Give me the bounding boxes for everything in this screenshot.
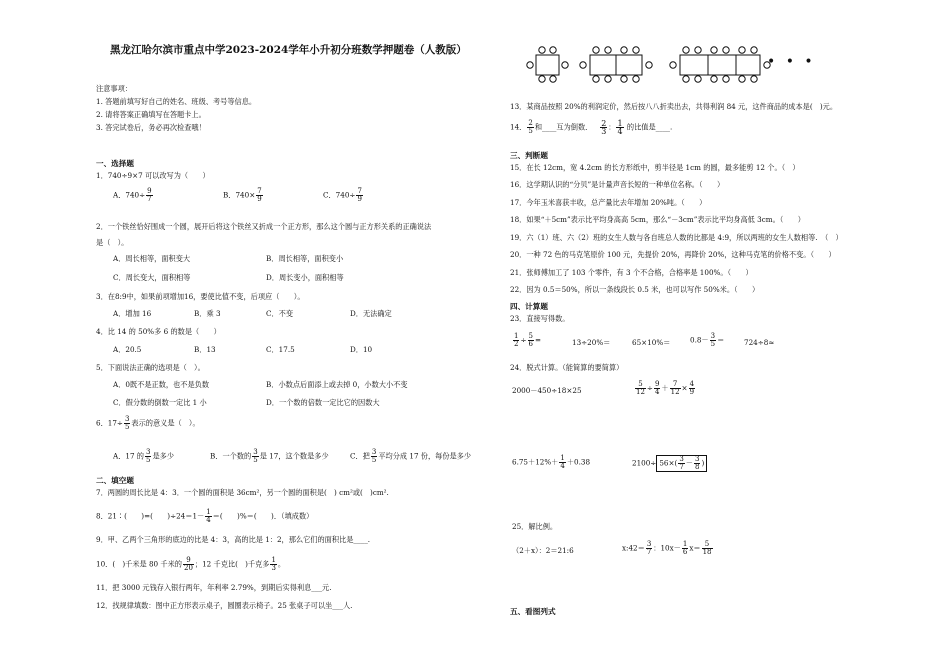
q2-option-b: B．周长相等，面积变小 [266,254,344,263]
q1-option-c: C．740÷ $\frac{7}{9}$ [323,187,362,203]
q1-option-b: B．740× $\frac{7}{9}$ [223,187,262,203]
q23-item-4: 0.8－ $\frac{3}{5}$ ＝ [690,332,725,348]
question-12: 12．找规律填数：图中正方形表示桌子，圆圈表示椅子。25 张桌子可以坐___人. [96,601,353,610]
section-heading: 五、看图列式 [510,607,556,616]
question-2-cont: 是（ ）。 [96,238,129,247]
q4-option-c: C．17.5 [266,345,295,354]
q24-expr-4: 2100÷ 56×( $\frac{3}{7}$ － $\frac{3}{8}$ ) [632,455,707,472]
q6-option-a: A．17 的 $\frac{3}{5}$ 是多少 [113,448,175,464]
question-24: 24．脱式计算。（能简算的要简算） [510,363,624,372]
table-pattern-figure [520,44,800,84]
q6-option-b: B．一个数的 $\frac{3}{5}$ 是 17，这个数是多少 [210,448,329,464]
q25-eq-2: x:42＝ $\frac{3}{7}$ ：10x－ $\frac{1}{6}$ x＝ $\frac{5}{18}$ [622,540,712,556]
judge-item: 15．在长 12cm，宽 4.2cm 的长方形纸中，剪半径是 1cm 的圆，最多能剪 12 个。（ ） [510,163,800,172]
question-9: 9．甲、乙两个三角形的底边的比是 4：3，高的比是 1：2，那么它们的面积比是____. [96,535,371,544]
question-4: 4．比 14 的 50%多 6 的数是（ ） [96,327,221,336]
q4-option-d: D．10 [350,345,373,354]
question-11: 11．把 3000 元钱存入银行两年，年利率 2.79%，到期后实得利息___元. [96,583,332,592]
question-10: 10．( )千米是 80 千米的 $\frac{9}{20}$ ；12 千克比( )千克多 $\frac{1}{3}$ 。 [96,556,286,572]
judge-item: 17．今年玉米喜获丰收，总产量比去年增加 20%吨。（ ） [510,198,707,207]
question-13: 13．某商品按照 20%的利润定价，然后按八八折卖出去，共得利润 84 元，这件商品的成本是( )元。 [510,102,838,111]
judge-item: 19．六（1）班、六（2）班的女生人数与各自班总人数的比都是 4:9，所以两班的女生人数相等. （ ） [510,233,843,242]
q24-expr-3: 6.75＋12%＋ $\frac{1}{4}$ ＋0.38 [512,454,591,470]
q3-option-a: A．增加 16 [113,309,152,318]
section-heading: 一、选择题 [96,159,134,168]
q23-item-3: 65×10%＝ [632,338,671,347]
q6-option-c: C．把 $\frac{3}{5}$ 平均分成 17 份，每份是多少 [350,448,472,464]
notice-item: 2. 请将答案正确填写在答题卡上。 [96,110,206,119]
question-8: 8．21∶( )=( )÷24＝1－ $\frac{1}{4}$ ＝( )%＝( )．（填成数） [96,508,314,524]
judge-item: 20．一种 72 色的马克笔原价 100 元，先提价 20%，再降价 20%，这种马克笔的价格不变。（ ） [510,250,836,259]
notice-item: 1. 答题前填写好自己的姓名、班级、考号等信息。 [96,97,257,106]
section-heading: 四、计算题 [510,302,548,311]
q25-eq-1: （2＋x）：2＝21:6 [512,546,574,555]
question-2: 2．一个铁丝恰好围成一个圆，展开后将这个铁丝又折成一个正方形，那么这个圆与正方形关系的正确说法 [96,222,432,231]
q23-item-2: 13÷20%＝ [572,338,611,347]
question-7: 7．两圆的周长比是 4：3．一个圆的面积是 36cm²，另一个圆的面积是( ) cm²或( )cm². [96,488,389,497]
q24-expr-2: $\frac{5}{12}$ ÷ $\frac{9}{4}$ ＋ $\frac{7}{12}$ × $\frac{4}{9}$ [636,380,695,396]
q5-option-b: B．小数点后面添上或去掉 0，小数大小不变 [266,380,408,389]
q24-expr-1: 2000－450÷18×25 [512,386,582,395]
q3-option-d: D．无法确定 [350,309,392,318]
q5-option-d: D．一个数的倍数一定比它的因数大 [266,398,380,407]
question-1: 1．740÷9×7 可以改写为（ ） [96,171,210,180]
notice-item: 3. 答完试卷后，务必再次检查哦！ [96,123,206,132]
section-heading: 三、判断题 [510,151,548,160]
question-23: 23．直接写得数。 [510,314,570,323]
q3-option-b: B．乘 3 [194,309,221,318]
pattern-continuation-dots: • • • [767,54,816,70]
notice-heading: 注意事项： [96,84,132,93]
q4-option-b: B．13 [194,345,216,354]
q2-option-d: D．周长变小，面积相等 [266,273,344,282]
q2-option-a: A．周长相等，面积变大 [113,254,191,263]
question-14: 14． $\frac{2}{5}$ 和____互为倒数． $\frac{2}{3}$ ： $\frac{1}{4}$ 的比值是____. [510,119,673,136]
page-title: 黑龙江哈尔滨市重点中学2023-2024学年小升初分班数学押题卷（人教版） [110,44,467,56]
judge-item: 21．张师傅加工了 103 个零件，有 3 个不合格，合格率是 100%。（ ） [510,268,753,277]
judge-item: 18．如果“＋5cm”表示比平均身高高 5cm，那么“－3cm”表示比平均身高低 3cm。（ ） [510,215,805,224]
judge-item: 22．因为 0.5＝50%，所以一条线段长 0.5 米，也可以写作 50%米。（ ） [510,285,760,294]
q4-option-a: A．20.5 [113,345,142,354]
q1-option-a: A．740÷ $\frac{9}{7}$ [113,187,152,203]
q3-option-c: C．不变 [266,309,294,318]
question-25: 25．解比例。 [512,522,558,531]
question-6: 6．17÷ $\frac{3}{5}$ 表示的意义是（ ）。 [96,415,200,431]
question-5: 5．下面说法正确的选项是（ ）。 [96,363,205,372]
section-heading: 二、填空题 [96,476,134,485]
q5-option-c: C．假分数的倒数一定比 1 小 [113,398,207,407]
judge-item: 16．这学期认识的“分贝”是计量声音长短的一种单位名称。（ ） [510,180,725,189]
q23-item-5: 724÷8≈ [744,338,775,347]
q2-option-c: C．周长变大，面积相等 [113,273,191,282]
q23-item-1: $\frac{1}{2}$ ÷ $\frac{5}{6}$ = [514,332,541,348]
question-3: 3．在8:9中，如果前项增加16，要使比值不变，后项应（ ）。 [96,292,305,301]
q5-option-a: A．0既不是正数，也不是负数 [113,380,210,389]
